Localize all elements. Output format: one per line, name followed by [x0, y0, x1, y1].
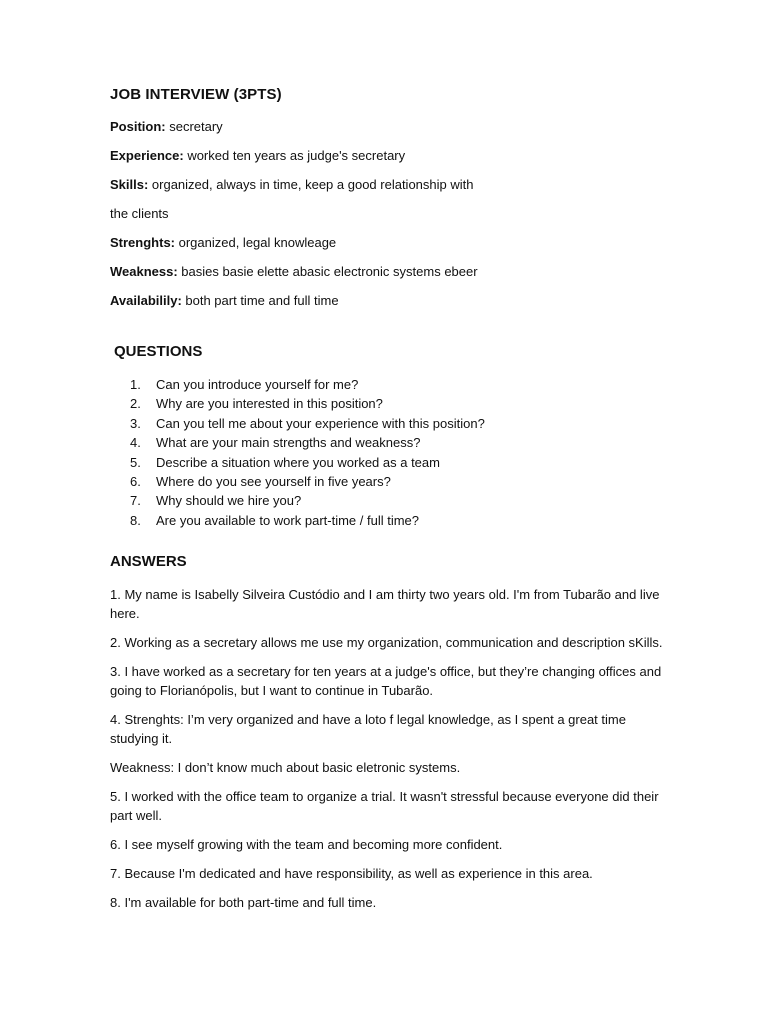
answer-paragraph: 8. I'm available for both part-time and full time.	[110, 895, 377, 910]
answer-paragraph: 4. Strenghts: I’m very organized and have a loto f legal knowledge, as I spent a great time studying it.	[110, 712, 626, 746]
field-value: the clients	[110, 206, 169, 221]
field-value: basies basie elette abasic electronic systems ebeer	[177, 264, 478, 279]
field-value: secretary	[165, 119, 223, 134]
answer-paragraph: 7. Because I'm dedicated and have responsibility, as well as experience in this area.	[110, 866, 593, 881]
list-item-text: Why should we hire you?	[156, 493, 302, 509]
list-item-text: Where do you see yourself in five years?	[156, 473, 391, 489]
field-label: Availabilily:	[110, 293, 182, 308]
field-position	[110, 119, 670, 148]
list-item-number: 8.	[130, 512, 141, 528]
answer-paragraph: 1. My name is Isabelly Silveira Custódio and I am thirty two years old. I'm from Tubarão and live here.	[110, 587, 660, 621]
list-item-text: Can you tell me about your experience with this position?	[156, 415, 485, 431]
field-availability	[110, 293, 670, 322]
list-item	[130, 513, 690, 532]
candidate-fields	[110, 119, 670, 322]
answers-heading: ANSWERS	[110, 553, 187, 570]
list-item-number: 1.	[130, 377, 141, 392]
field-skills	[110, 177, 670, 206]
field-label: Strenghts:	[110, 235, 175, 250]
answer-paragraph: 5. I worked with the office team to organize a trial. It wasn't stressful because everyone did their part well.	[110, 789, 659, 823]
list-item-text: Can you introduce yourself for me?	[156, 377, 359, 392]
field-label: Skills:	[110, 177, 149, 192]
answer-paragraph: 2. Working as a secretary allows me use my organization, communication and description sKills.	[110, 635, 663, 650]
field-label: Experience:	[110, 148, 184, 163]
answers-section	[110, 585, 666, 922]
list-item-number: 3.	[130, 415, 141, 431]
list-item-text: What are your main strengths and weakness?	[156, 435, 421, 451]
field-value: organized, legal knowleage	[175, 235, 337, 250]
field-skills-continued	[110, 206, 670, 235]
answer-paragraph: Weakness: I don’t know much about basic eletronic systems.	[110, 760, 461, 775]
answer-paragraph: 3. I have worked as a secretary for ten years at a judge's office, but they’re changing offices and going to Florianópolis, but I want to continue in Tubarão.	[110, 664, 662, 698]
list-item-number: 4.	[130, 435, 141, 451]
list-item	[130, 474, 690, 493]
list-item	[130, 396, 690, 415]
questions-heading: QUESTIONS	[114, 343, 203, 360]
list-item-text: Why are you interested in this position?	[156, 396, 383, 412]
field-value: both part time and full time	[181, 293, 339, 308]
list-item-number: 5.	[130, 454, 141, 470]
document-title: JOB INTERVIEW (3PTS)	[110, 86, 282, 103]
field-value: worked ten years as judge's secretary	[183, 148, 406, 163]
answer-paragraph: 6. I see myself growing with the team and becoming more confident.	[110, 837, 503, 852]
list-item	[130, 377, 690, 396]
list-item-number: 2.	[130, 396, 141, 412]
list-item	[130, 493, 690, 512]
questions-list	[130, 377, 690, 532]
list-item	[130, 435, 690, 454]
list-item-number: 7.	[130, 493, 141, 509]
field-value: organized, always in time, keep a good relationship with	[148, 177, 474, 192]
field-label: Position:	[110, 119, 166, 134]
list-item	[130, 455, 690, 474]
list-item-text: Are you available to work part-time / full time?	[156, 512, 419, 528]
list-item-number: 6.	[130, 473, 141, 489]
list-item	[130, 416, 690, 435]
field-weakness	[110, 264, 670, 293]
field-label: Weakness:	[110, 264, 178, 279]
list-item-text: Describe a situation where you worked as a team	[156, 454, 440, 470]
field-experience	[110, 148, 670, 177]
field-strengths	[110, 235, 670, 264]
